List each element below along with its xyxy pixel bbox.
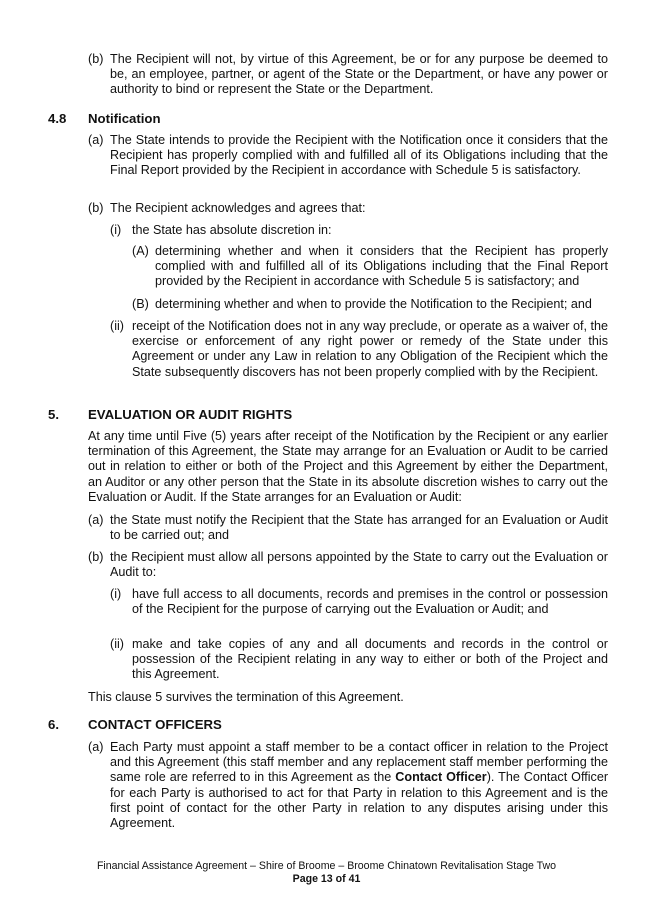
clause-label: (b): [88, 201, 104, 215]
clause-label: (ii): [110, 637, 124, 651]
clause-label: (a): [88, 740, 104, 754]
clause-label: (a): [88, 133, 104, 147]
clause-text: The Recipient will not, by virtue of this Agreement, be or for any purpose be deemed to be, an employee, partner, or agent of the State or the Department, or have any power or authority to bind or represent the State or the Department.: [110, 52, 608, 97]
clause-text: the State must notify the Recipient that the State has arranged for an Evaluation or Audit to be carried out; and: [110, 513, 608, 543]
section-title: Notification: [88, 111, 161, 126]
clause-label: (B): [132, 297, 149, 311]
clause-text: determining whether and when it considers that the Recipient has properly complied with and fulfilled all of its Obligations including that the Final Report provided by the Recipient in accordance with Schedule 5 is satisfactory; and: [155, 244, 608, 289]
clause-text: receipt of the Notification does not in any way preclude, or operate as a waiver of, the exercise or enforcement of any right power or remedy of the State under this Agreement or under any Law in relation to any Obligation of the Recipient which the State subsequently discovers has not been properly complied with by the Recipient.: [132, 319, 608, 379]
clause-text-part: ). The Contact Officer for each Party is authorised to act for that Party in relation to this Agreement and is the first point of contact for the other Party in relation to any disputes arising under this Agreement.: [110, 770, 609, 831]
clause-text: The State intends to provide the Recipient with the Notification once it considers that the Recipient has properly complied with and fulfilled all of its Obligations including that the Final Report provided by the Recipient in accordance with Schedule 5 is satisfactory.: [110, 133, 608, 178]
clause-text: the Recipient must allow all persons appointed by the State to carry out the Evaluation or Audit to:: [110, 550, 608, 580]
clause-label: (b): [88, 52, 104, 66]
clause-label: (A): [132, 244, 149, 258]
section-title: EVALUATION OR AUDIT RIGHTS: [88, 407, 293, 422]
survival-statement: This clause 5 survives the termination of this Agreement.: [88, 690, 404, 704]
clause-text: The Recipient acknowledges and agrees that:: [110, 201, 366, 215]
clause-label: (ii): [110, 319, 124, 333]
section-intro: At any time until Five (5) years after receipt of the Notification by the Recipient or any earlier termination of this Agreement, the State may arrange for an Evaluation or Audit to be carried out in relation to either or both of the Project and this Agreement by either the Department, an Auditor or any other person that the State in its absolute discretion wishes to carry out the Evaluation or Audit. If the State arranges for an Evaluation or Audit:: [88, 429, 608, 504]
clause-text: determining whether and when to provide the Notification to the Recipient; and: [155, 297, 592, 311]
section-title: CONTACT OFFICERS: [88, 717, 222, 732]
clause-text: the State has absolute discretion in:: [132, 223, 332, 237]
clause-label: (b): [88, 550, 104, 564]
clause-text: make and take copies of any and all documents and records in the control or possession of the Recipient relating in any way to either or both of the Project and this Agreement.: [132, 637, 608, 682]
defined-term: Contact Officer: [395, 770, 487, 785]
section-number: 6.: [48, 717, 59, 732]
clause-text: have full access to all documents, records and premises in the control or possession of the Recipient for the purpose of carrying out the Evaluation or Audit; and: [132, 587, 608, 617]
clause-text-part: Each Party must appoint a staff member to be a contact officer in relation to the Project and this Agreement (this staff member and any replacement staff member performing the same role are referred to in this Agreement as the: [110, 740, 608, 785]
clause-label: (i): [110, 223, 122, 237]
section-number: 5.: [48, 407, 59, 422]
clause-label: (i): [110, 587, 122, 601]
clause-text: [110, 740, 608, 831]
section-number: 4.8: [48, 111, 67, 126]
page-number: Page 13 of 41: [292, 873, 361, 885]
clause-label: (a): [88, 513, 104, 527]
footer-title: Financial Assistance Agreement – Shire of Broome – Broome Chinatown Revitalisation Stage Two: [96, 860, 557, 872]
